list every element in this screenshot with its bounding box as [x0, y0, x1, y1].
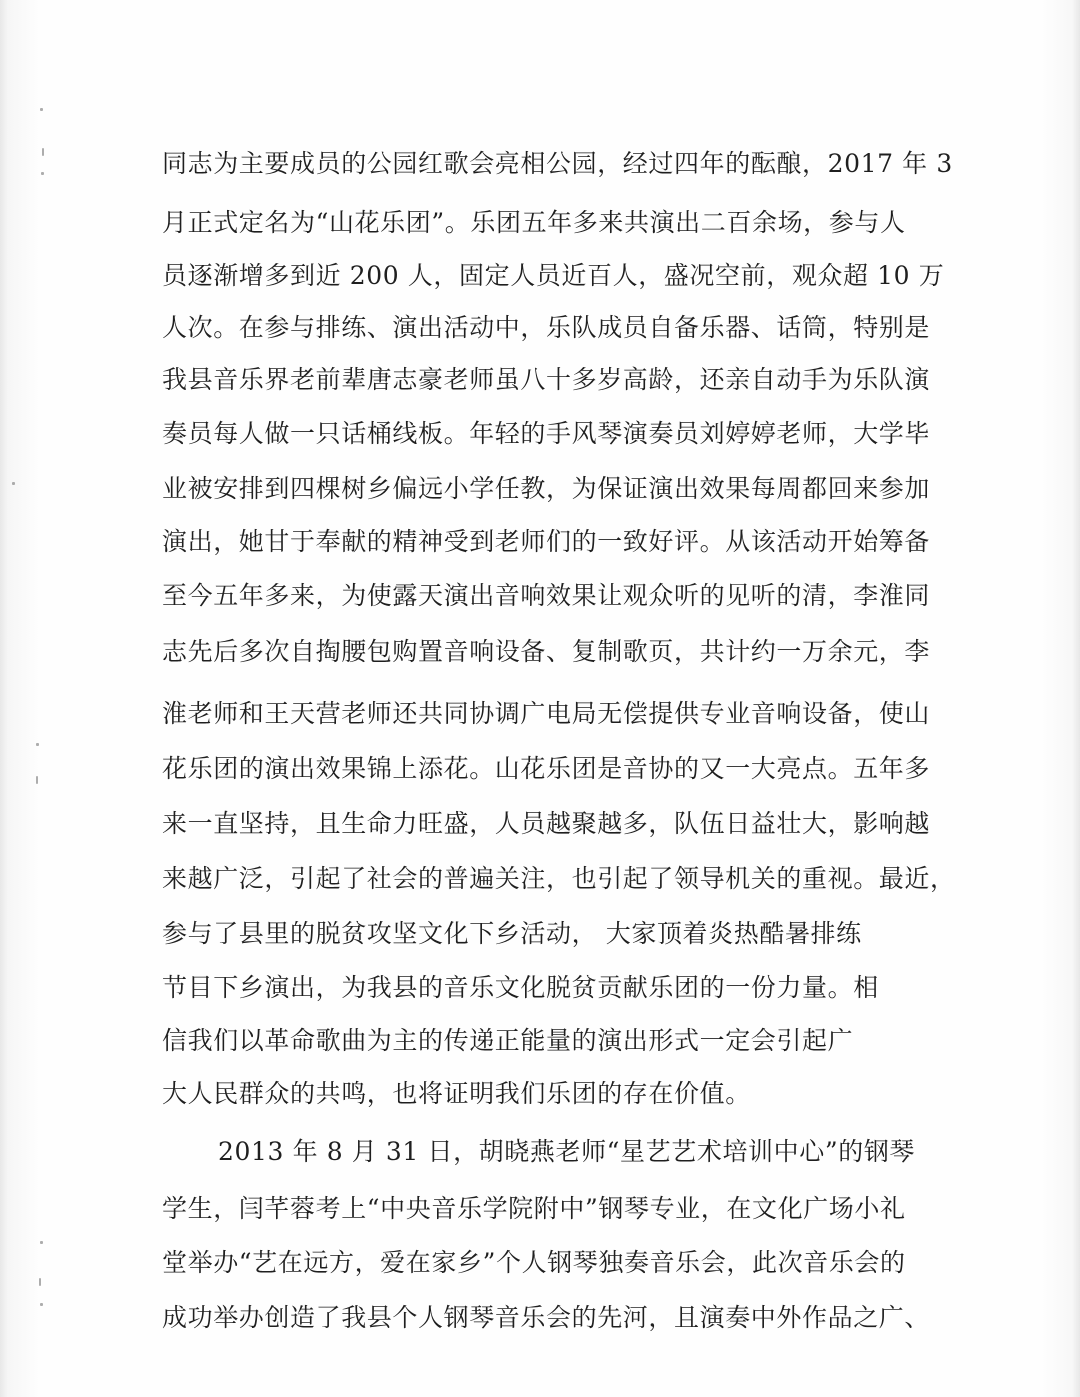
scan-speck: [41, 172, 44, 175]
scan-speck: [42, 148, 44, 156]
text-line: 信我们以革命歌曲为主的传递正能量的演出形式一定会引起广: [162, 1026, 854, 1055]
text-line: 志先后多次自掏腰包购置音响设备、复制歌页，共计约一万余元，李: [162, 637, 931, 666]
scan-speck: [36, 776, 38, 784]
text-line: 堂举办“艺在远方，爱在家乡”个人钢琴独奏音乐会，此次音乐会的: [162, 1248, 906, 1277]
text-line: 节目下乡演出，为我县的音乐文化脱贫贡献乐团的一份力量。相: [162, 973, 879, 1002]
scan-speck: [40, 1241, 43, 1244]
text-line: 花乐团的演出效果锦上添花。山花乐团是音协的又一大亮点。五年多: [162, 754, 931, 783]
text-line: 月正式定名为“山花乐团”。乐团五年多来共演出二百余场，参与人: [162, 208, 906, 237]
text-line: 我县音乐界老前辈唐志豪老师虽八十多岁高龄，还亲自动手为乐队演: [162, 365, 931, 394]
scan-shadow-left: [0, 0, 8, 1397]
scan-speck: [40, 1303, 43, 1306]
scan-speck: [40, 108, 43, 111]
text-line: 2013 年 8 月 31 日，胡晓燕老师“星艺艺术培训中心”的钢琴: [218, 1137, 916, 1166]
text-line: 人次。在参与排练、演出活动中，乐队成员自备乐器、话筒，特别是: [162, 313, 931, 342]
text-line: 业被安排到四棵树乡偏远小学任教，为保证演出效果每周都回来参加: [162, 474, 931, 503]
text-line: 学生，闫芊蓉考上“中央音乐学院附中”钢琴专业，在文化广场小礼: [162, 1194, 906, 1223]
scan-shadow-right: [1072, 0, 1080, 1397]
text-line: 来一直坚持，且生命力旺盛，人员越聚越多，队伍日益壮大，影响越: [162, 809, 931, 838]
text-line: 奏员每人做一只话桶线板。年轻的手风琴演奏员刘婷婷老师，大学毕: [162, 419, 931, 448]
text-line: 来越广泛，引起了社会的普遍关注，也引起了领导机关的重视。最近，: [162, 864, 956, 893]
text-line: 至今五年多来，为使露天演出音响效果让观众听的见听的清，李淮同: [162, 581, 931, 610]
text-line: 同志为主要成员的公园红歌会亮相公园，经过四年的酝酿，2017 年 3: [162, 149, 953, 178]
text-line: 成功举办创造了我县个人钢琴音乐会的先河，且演奏中外作品之广、: [162, 1303, 931, 1332]
text-line: 淮老师和王天营老师还共同协调广电局无偿提供专业音响设备，使山: [162, 699, 931, 728]
scan-speck: [36, 743, 39, 746]
scan-speck: [39, 1278, 41, 1286]
scan-speck: [12, 482, 15, 485]
text-line: 演出，她甘于奉献的精神受到老师们的一致好评。从该活动开始筹备: [162, 527, 931, 556]
text-line: 参与了县里的脱贫攻坚文化下乡活动， 大家顶着炎热酷暑排练: [162, 919, 862, 948]
text-line: 大人民群众的共鸣，也将证明我们乐团的存在价值。: [162, 1079, 751, 1108]
text-line: 员逐渐增多到近 200 人，固定人员近百人，盛况空前，观众超 10 万: [162, 261, 945, 290]
